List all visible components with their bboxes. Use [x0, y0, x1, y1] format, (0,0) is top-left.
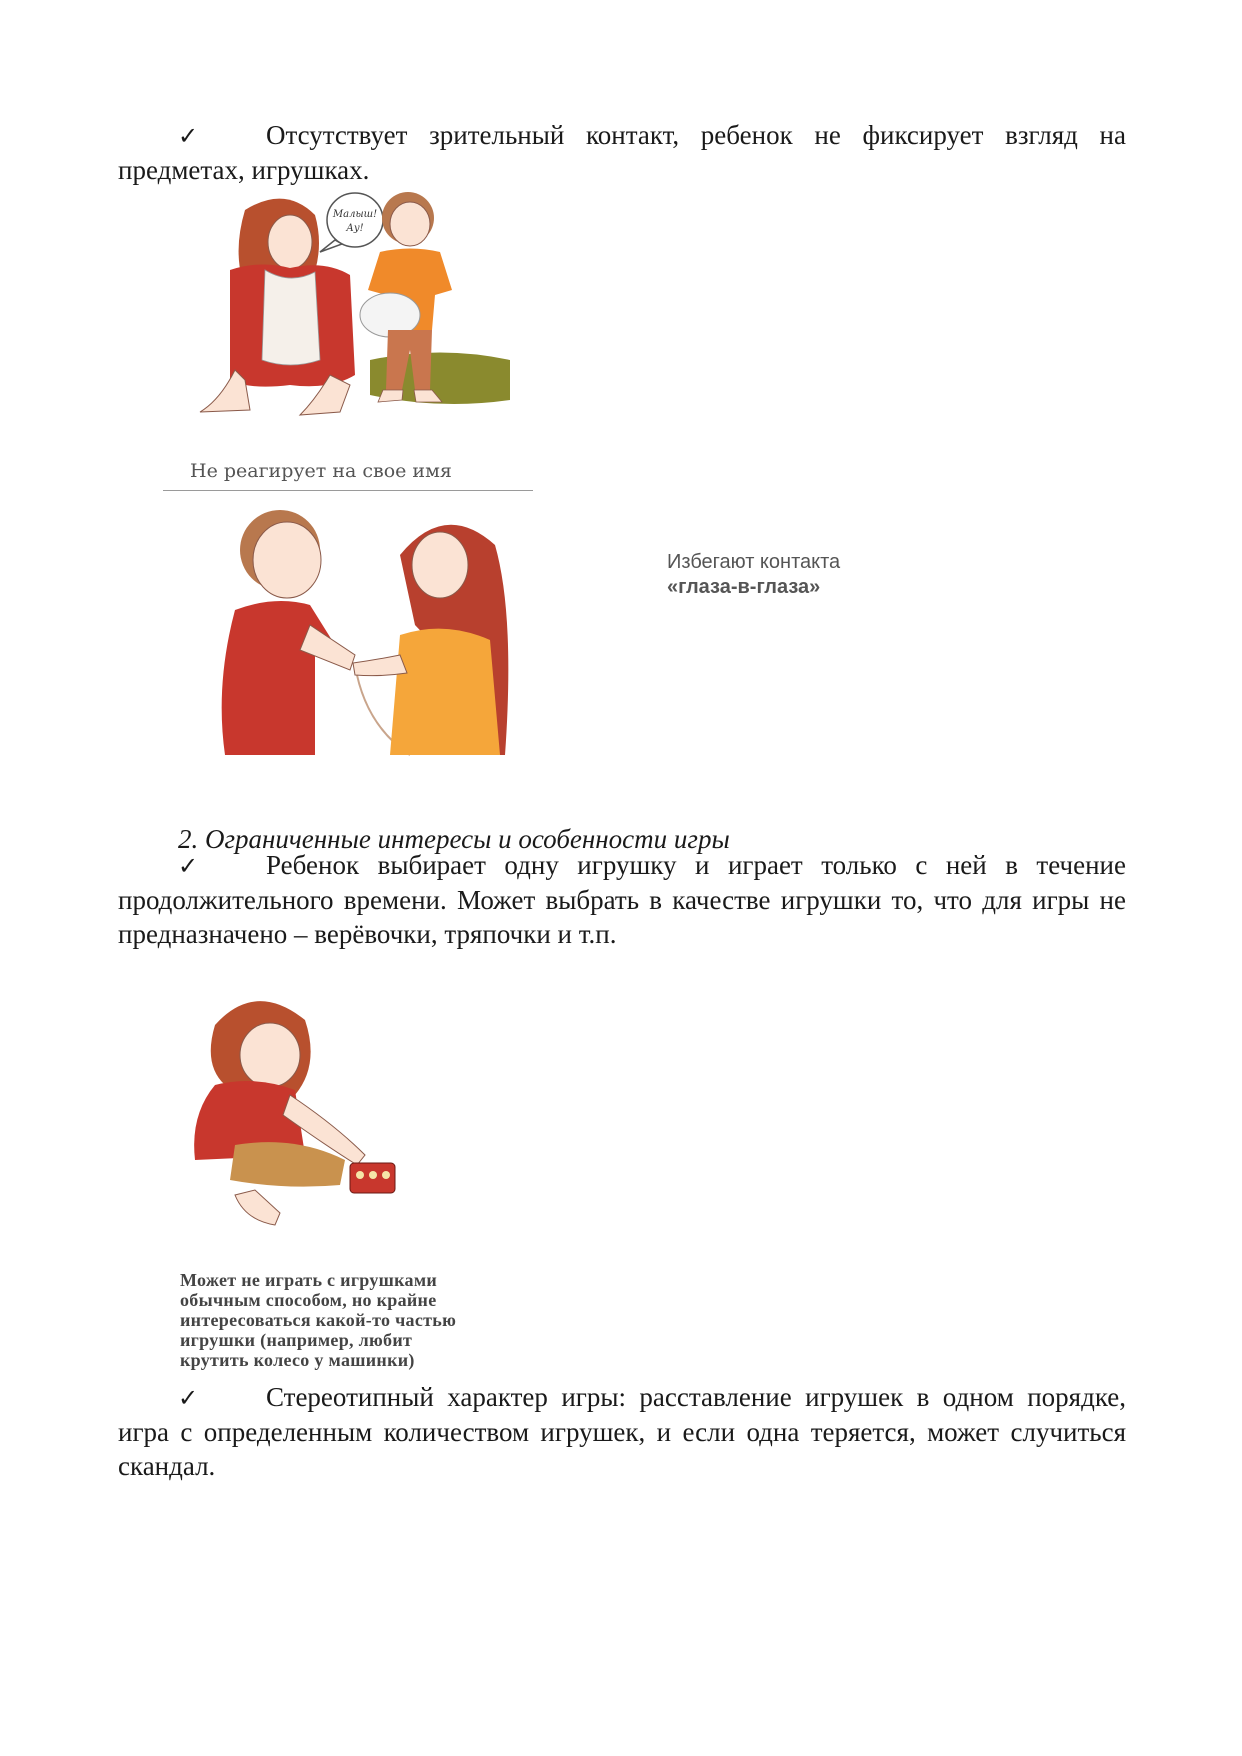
- caption-line1: Избегают контакта: [667, 551, 841, 573]
- speech-bubble-line2: Ау!: [346, 223, 364, 234]
- paragraph-text: Стереотипный характер игры: расставление игрушек в одном порядке, игра с определенным количеством игрушек, и если одна теряется, может случиться скандал.: [118, 1382, 1126, 1481]
- caption-line: интересоваться какой-то частью: [180, 1310, 457, 1330]
- caption-no-response-to-name: Не реагирует на свое имя: [190, 460, 452, 482]
- caption-line: обычным способом, но крайне: [180, 1290, 437, 1310]
- caption-divider: [163, 490, 533, 491]
- checkmark-icon: ✓: [178, 122, 199, 150]
- paragraph-text: Отсутствует зрительный контакт, ребенок не фиксирует взгляд на предметах, игрушках.: [118, 120, 1126, 185]
- paragraph-stereotyped-play: [118, 1380, 1126, 1483]
- section-heading: 2. Ограниченные интересы и особенности игры: [178, 824, 730, 854]
- caption-avoid-eye-contact: [667, 550, 840, 600]
- illustration-girl-with-toy-car: [185, 985, 445, 1235]
- caption-line: игрушки (например, любит: [180, 1330, 413, 1350]
- checkmark-icon: ✓: [178, 852, 199, 880]
- caption-line: крутить колесо у машинки): [180, 1350, 415, 1370]
- caption-line2: «глаза-в-глаза»: [667, 576, 821, 598]
- caption-unusual-play: [180, 1270, 456, 1370]
- speech-bubble-line1: Малыш!: [332, 209, 378, 220]
- illustration-avoid-eye-contact: [215, 505, 565, 770]
- caption-line: Может не играть с игрушками: [180, 1270, 438, 1290]
- paragraph-text: Ребенок выбирает одну игрушку и играет только с ней в течение продолжительного времени. Может выбрать в качестве игрушки то, что для игры не предназначено – верёвочки, тряпочки и т.п.: [118, 850, 1126, 949]
- paragraph-single-toy: [118, 848, 1126, 951]
- illustration-mother-calling-child: [190, 190, 520, 440]
- paragraph-no-eye-contact: [118, 118, 1126, 187]
- checkmark-icon: ✓: [178, 1384, 199, 1412]
